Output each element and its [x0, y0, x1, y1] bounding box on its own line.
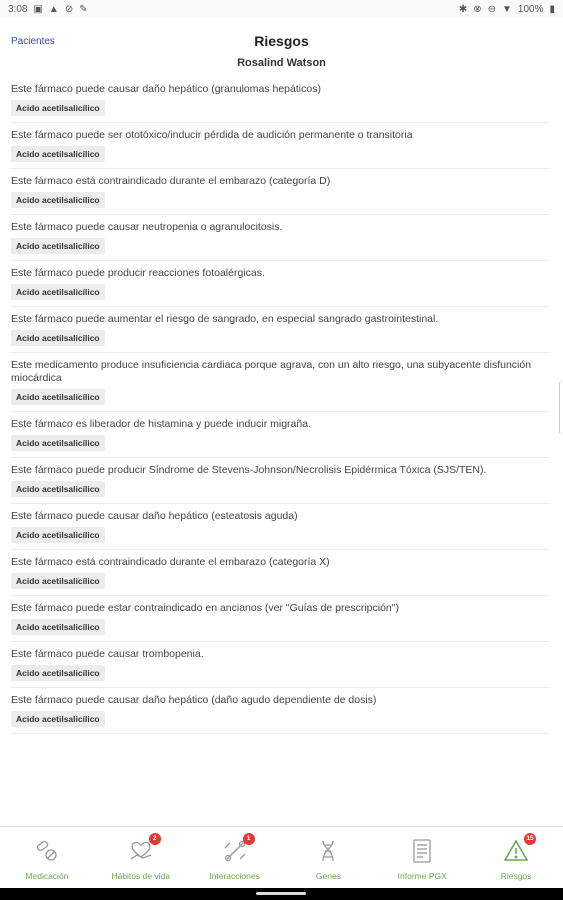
patient-name: Rosalind Watson — [237, 57, 326, 69]
header — [0, 18, 563, 76]
drug-chip[interactable]: Acido acetilsalicílico — [11, 192, 105, 208]
battery-level: 100% — [517, 3, 544, 15]
nav-badge: 1 — [243, 833, 255, 845]
risk-text: Este fármaco puede producir reacciones fotoalérgicas. — [11, 267, 265, 279]
drug-chip[interactable]: Acido acetilsalicílico — [11, 481, 105, 497]
drug-chip[interactable]: Acido acetilsalicílico — [11, 619, 105, 635]
wifi-icon: ▼ — [502, 3, 512, 15]
risk-item[interactable] — [11, 261, 549, 307]
risk-text: Este fármaco puede causar daño hepático (daño agudo dependiente de dosis) — [11, 694, 377, 706]
risk-item[interactable] — [11, 77, 549, 123]
bottom-nav — [0, 826, 563, 888]
risk-item[interactable] — [11, 412, 549, 458]
pills-icon — [33, 837, 61, 865]
nav-label: Genes — [315, 871, 341, 881]
interactions-icon — [221, 837, 249, 865]
nav-label: Informe PGX — [397, 871, 447, 881]
nav-riesgos[interactable] — [469, 827, 563, 888]
drug-chip[interactable]: Acido acetilsalicílico — [11, 435, 105, 451]
drug-chip[interactable]: Acido acetilsalicílico — [11, 330, 105, 346]
status-bar — [0, 0, 563, 18]
risk-text: Este fármaco puede causar daño hepático (granulomas hepáticos) — [11, 83, 321, 95]
risk-list — [11, 77, 549, 734]
minus-icon: ⊖ — [487, 3, 496, 15]
back-to-patients-link[interactable]: Pacientes — [11, 36, 55, 47]
nav-label: Medicación — [25, 871, 69, 881]
risk-item[interactable] — [11, 688, 549, 734]
warning-icon — [502, 835, 534, 865]
dnd-icon: ⊘ — [64, 3, 74, 15]
report-icon — [408, 837, 436, 865]
risk-item[interactable] — [11, 458, 549, 504]
risk-text: Este fármaco es liberador de histamina y puede inducir migraña. — [11, 418, 311, 430]
drug-chip[interactable]: Acido acetilsalicílico — [11, 389, 105, 405]
side-panel-handle[interactable] — [559, 380, 563, 435]
risk-text: Este fármaco puede producir Síndrome de Stevens-Johnson/Necrolisis Epidérmica Tóxica (SJS/TEN). — [11, 464, 487, 476]
dna-icon — [314, 837, 342, 865]
risk-text: Este fármaco puede causar neutropenia o agranulocitosis. — [11, 221, 283, 233]
drug-chip[interactable]: Acido acetilsalicílico — [11, 100, 105, 116]
page-title: Riesgos — [254, 33, 309, 49]
risk-item[interactable] — [11, 550, 549, 596]
drug-chip[interactable]: Acido acetilsalicílico — [11, 665, 105, 681]
risk-item[interactable] — [11, 504, 549, 550]
drug-chip[interactable]: Acido acetilsalicílico — [11, 573, 105, 589]
drug-chip[interactable]: Acido acetilsalicílico — [11, 711, 105, 727]
risk-item[interactable] — [11, 353, 549, 412]
nav-interacciones[interactable] — [188, 827, 282, 888]
nav-badge: 15 — [524, 833, 536, 845]
risk-text: Este medicamento produce insuficiencia cardiaca porque agrava, con un alto riesgo, una subyacente disfunción miocárdica — [11, 359, 532, 384]
nav-label: Interacciones — [209, 871, 260, 881]
status-time: 3:08 — [8, 3, 28, 15]
alert-icon: ▲ — [48, 3, 59, 15]
risk-item[interactable] — [11, 215, 549, 261]
nav-label: Hábitos de vida — [111, 871, 171, 881]
drug-chip[interactable]: Acido acetilsalicílico — [11, 146, 105, 162]
nav-genes[interactable] — [281, 827, 375, 888]
drug-chip[interactable]: Acido acetilsalicílico — [11, 527, 105, 543]
drug-chip[interactable]: Acido acetilsalicílico — [11, 284, 105, 300]
home-indicator[interactable] — [256, 892, 306, 895]
risk-item[interactable] — [11, 123, 549, 169]
nav-informe-pgx[interactable] — [375, 827, 469, 888]
wrench-icon: ✎ — [79, 3, 88, 15]
nav-habitos[interactable] — [94, 827, 188, 888]
risk-item[interactable] — [11, 307, 549, 353]
risk-text: Este fármaco está contraindicado durante el embarazo (categoría X) — [11, 556, 330, 568]
heart-hand-icon — [127, 837, 155, 865]
risk-text: Este fármaco puede aumentar el riesgo de sangrado, en especial sangrado gastrointestinal. — [11, 313, 439, 325]
risk-text: Este fármaco está contraindicado durante el embarazo (categoría D) — [11, 175, 331, 187]
risk-text: Este fármaco puede estar contraindicado en ancianos (ver "Guías de prescripción") — [11, 602, 399, 614]
risk-item[interactable] — [11, 642, 549, 688]
nav-label: Riesgos — [500, 871, 532, 881]
nav-badge: 2 — [149, 833, 161, 845]
risk-item[interactable] — [11, 596, 549, 642]
system-nav-bar — [0, 888, 563, 900]
notification-icon: ▣ — [33, 3, 43, 15]
nav-medicacion[interactable] — [0, 827, 94, 888]
drug-chip[interactable]: Acido acetilsalicílico — [11, 238, 105, 254]
mute-icon: ⊗ — [473, 3, 482, 15]
battery-icon: ▮ — [549, 3, 555, 15]
risk-item[interactable] — [11, 169, 549, 215]
risk-text: Este fármaco puede ser ototóxico/inducir pérdida de audición permanente o transitoria — [11, 129, 413, 141]
risk-text: Este fármaco puede causar daño hepático (esteatosis aguda) — [11, 510, 298, 522]
bluetooth-icon: ✱ — [458, 3, 468, 15]
risk-text: Este fármaco puede causar trombopenia. — [11, 648, 204, 660]
